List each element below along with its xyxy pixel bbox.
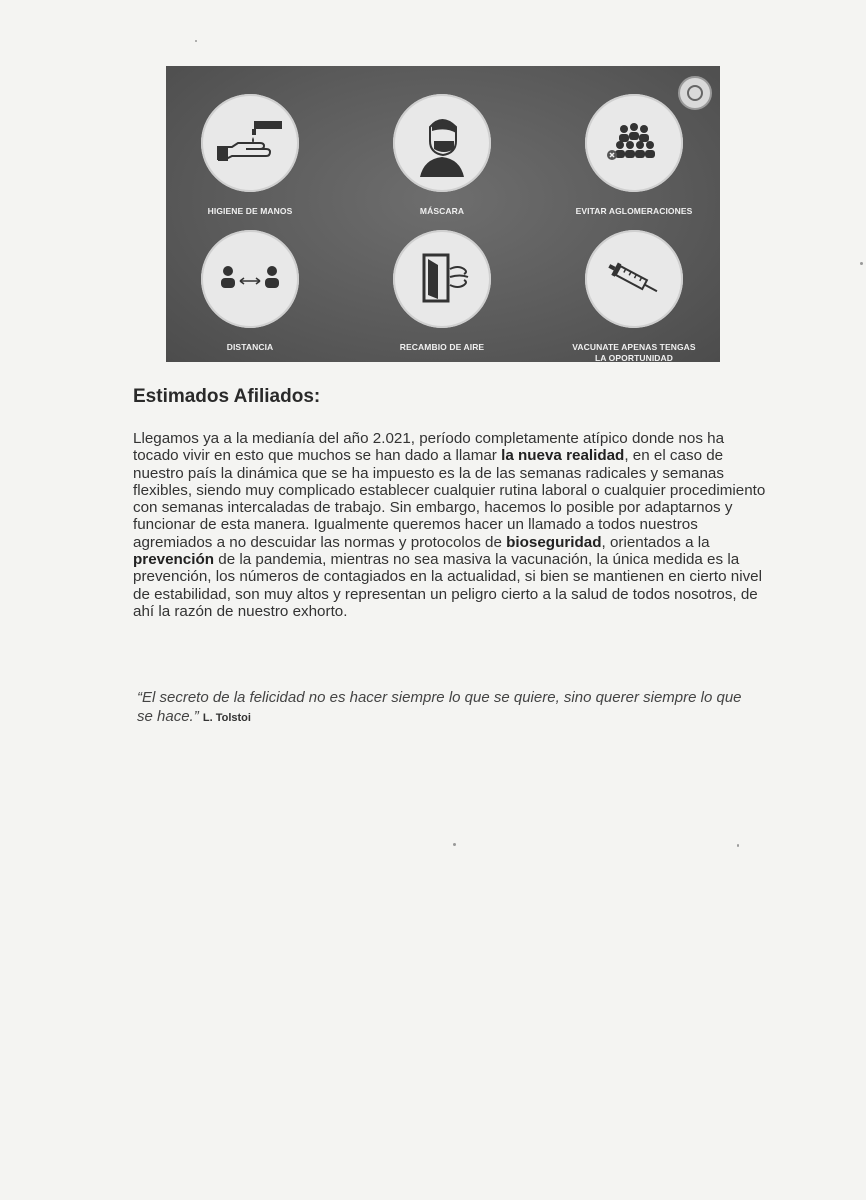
paper-speck bbox=[195, 40, 197, 42]
hand-washing-icon bbox=[201, 94, 299, 192]
emphasis-prevencion: prevención bbox=[133, 551, 215, 569]
tile-avoid-crowds bbox=[554, 94, 714, 217]
crowd-icon bbox=[585, 94, 683, 192]
body-paragraph bbox=[133, 430, 773, 620]
emphasis-bioseguridad: bioseguridad bbox=[506, 533, 602, 551]
body-text-segment: , en el caso de nuestro país la dinámica que se ha impuesto es la de las semanas radicales y semanas flexibles, siendo muy complicado establecer cualquier rutina laboral o cualquier procedimiento con semanas intercaladas de trabajo. Sin embargo, hacemos lo posible por adaptarnos y funcionar de esta manera. Igualmente queremos hacer un llamado a todos nuestros agremiados a no descuidar las normas y protocolos de bbox=[133, 447, 766, 551]
tolstoy-quote bbox=[137, 688, 757, 728]
tile-mask bbox=[362, 94, 522, 217]
face-mask-icon bbox=[393, 94, 491, 192]
tile-label: DISTANCIA bbox=[226, 342, 274, 352]
tile-label: MÁSCARA bbox=[419, 206, 465, 216]
tile-air-exchange bbox=[362, 230, 522, 353]
tile-distance bbox=[170, 230, 330, 353]
paper-speck bbox=[860, 262, 863, 265]
distance-icon bbox=[201, 230, 299, 328]
tile-label: HIGIENE DE MANOS bbox=[207, 206, 293, 216]
greeting-heading: Estimados Afiliados: bbox=[133, 386, 321, 407]
tile-label: VACUNATE APENAS TENGAS LA OPORTUNIDAD bbox=[572, 342, 696, 363]
tile-label: EVITAR AGLOMERACIONES bbox=[575, 206, 693, 216]
emphasis-nueva-realidad: la nueva realidad bbox=[501, 447, 625, 465]
prevention-banner bbox=[166, 66, 720, 362]
body-text-segment: , orientados a la bbox=[601, 533, 710, 551]
ventilation-icon bbox=[393, 230, 491, 328]
tile-vaccinate bbox=[554, 230, 714, 364]
paper-speck bbox=[737, 844, 739, 847]
syringe-icon bbox=[585, 230, 683, 328]
tile-label: RECAMBIO DE AIRE bbox=[399, 342, 485, 352]
body-text-segment: Llegamos ya a la medianía del año 2.021, período completamente atípico donde nos ha tocado vivir en esto que muchos se han dado a llamar bbox=[133, 430, 725, 465]
paper-speck bbox=[453, 843, 456, 846]
quote-text: “El secreto de la felicidad no es hacer siempre lo que se quiere, sino querer siempre lo que se hace.” bbox=[137, 689, 742, 725]
quote-author: L. Tolstoi bbox=[202, 712, 251, 724]
tile-hand-hygiene bbox=[170, 94, 330, 217]
body-text-segment: de la pandemia, mientras no sea masiva la vacunación, la única medida es la prevención, los números de contagiados en la actualidad, si bien se mantienen en cierto nivel de estabilidad, son muy altos y representan un peligro cierto a la salud de todos nosotros, de ahí la razón de nuestro exhorto. bbox=[133, 551, 762, 620]
